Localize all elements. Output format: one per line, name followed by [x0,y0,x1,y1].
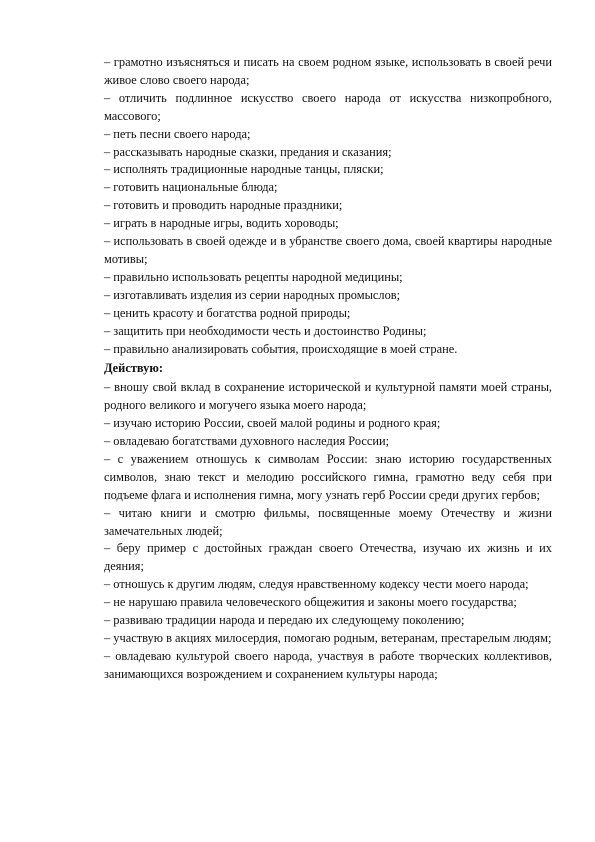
list-item: – играть в народные игры, водить хороводы; [104,216,339,231]
list-item: – готовить и проводить народные праздники; [104,198,343,213]
list-item: – отношусь к другим людям, следуя нравственному кодексу чести моего народа; [104,577,529,592]
list-item: – изготавливать изделия из серии народных промыслов; [104,287,401,302]
list-item: – не нарушаю правила человеческого общежития и законы моего государства; [104,595,517,610]
list-item: – вношу свой вклад в сохранение исторической и культурной памяти моей страны, родного великого и могучего языка моего народа; [104,380,552,413]
list-item: – грамотно изъясняться и писать на своем родном языке, использовать в своей речи живое слово своего народа; [104,55,552,87]
list-item: – развиваю традиции народа и передаю их следующему поколению; [104,613,465,628]
list-item: – правильно использовать рецепты народной медицины; [104,269,403,284]
list-item: – защитить при необходимости честь и достоинство Родины; [104,323,427,338]
list-item: – использовать в своей одежде и в убранстве своего дома, своей квартиры народные мотивы; [104,234,552,266]
list-item: – читаю книги и смотрю фильмы, посвященные моему Отечеству и жизни замечательных людей; [104,505,552,538]
list-item: – правильно анализировать события, происходящие в моей стране. [104,341,458,356]
list-item: – готовить национальные блюда; [104,180,278,195]
section-heading: Действую: [104,361,163,376]
document-page [104,54,552,684]
list-item: – с уважением отношусь к символам России: знаю историю государственных символов, знаю текст и мелодию российского гимна, грамотно веду себя при подъеме флага и исполнения гимна, могу узнать герб России среди других гербов; [104,451,552,502]
list-item: – изучаю историю России, своей малой родины и родного края; [104,416,441,431]
list-item: – рассказывать народные сказки, предания и сказания; [104,144,392,159]
list-item: – отличить подлинное искусство своего народа от искусства низкопробного, массового; [104,90,552,123]
list-item: – беру пример с достойных граждан своего Отечества, изучаю их жизнь и их деяния; [104,541,552,574]
list-item: – ценить красоту и богатства родной природы; [104,305,351,320]
list-item: – овладеваю богатствами духовного наследия России; [104,434,390,449]
list-item: – овладеваю культурой своего народа, участвуя в работе творческих коллективов, занимающихся возрождением и сохранением культуры народа; [104,648,552,681]
list-item: – петь песни своего народа; [104,126,251,141]
list-item: – участвую в акциях милосердия, помогаю родным, ветеранам, престарелым людям; [104,631,552,645]
list-item: – исполнять традиционные народные танцы, пляски; [104,162,384,177]
